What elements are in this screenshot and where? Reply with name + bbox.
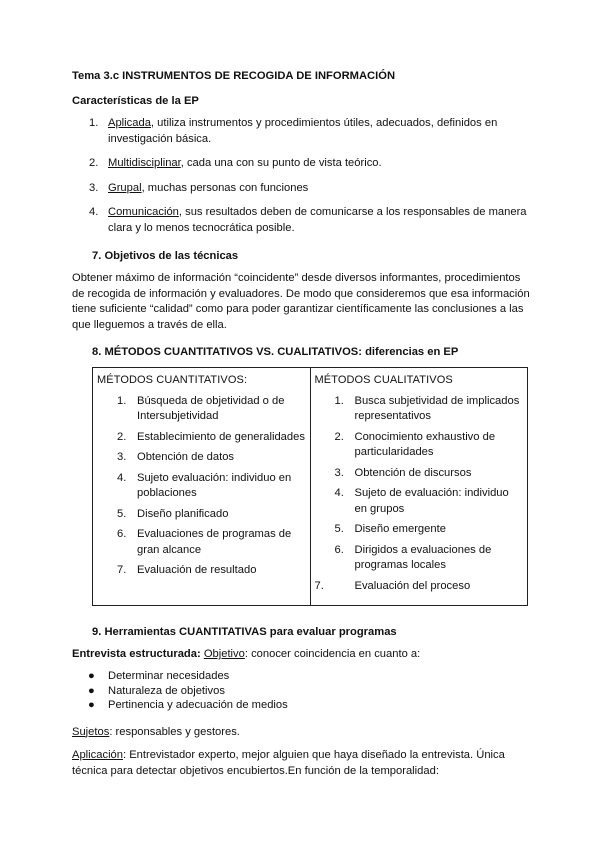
bullet-item [72, 669, 532, 684]
cualitativos-list [315, 394, 524, 595]
sujetos-line [72, 725, 532, 741]
cuantitativos-column [93, 367, 311, 606]
item-text: Sujeto de evaluación: individuo en grupos [354, 487, 509, 515]
objetivos-heading: 7. Objetivos de las técnicas [92, 250, 239, 262]
list-item [72, 156, 532, 172]
item-number: 1. [117, 394, 127, 407]
sujetos-label: Sujetos [72, 725, 110, 738]
bullet-icon: ● [88, 670, 95, 683]
cualitativos-header: MÉTODOS CUALITATIVOS [314, 373, 453, 386]
table-list-item [315, 543, 524, 574]
aplicacion-text: : Entrevistador experto, mejor alguien que haya diseñado la entrevista. Única técnica para detectar objetivos encubiertos.En función de la temporalidad: [72, 749, 505, 777]
item-text: Busca subjetividad de implicados representativos [354, 394, 520, 423]
table-list-item [315, 430, 524, 461]
cuantitativos-list [97, 394, 306, 579]
comparison-table [92, 367, 528, 607]
table-list-item [97, 471, 306, 502]
cuantitativos-header: MÉTODOS CUANTITATIVOS: [97, 373, 248, 386]
entrevista-label: Entrevista estructurada: [72, 648, 201, 661]
aplicacion-line [72, 748, 532, 779]
item-text: Diseño planificado [137, 507, 229, 520]
item-text: Establecimiento de generalidades [137, 430, 305, 443]
aplicacion-label: Aplicación [72, 749, 123, 762]
item-text: Evaluaciones de programas de gran alcance [137, 528, 292, 556]
table-list-item [315, 486, 524, 517]
item-number: 4. [117, 471, 127, 484]
metodos-heading: 8. MÉTODOS CUANTITATIVOS VS. CUALITATIVOS: diferencias en EP [92, 345, 459, 358]
item-term: Multidisciplinar [108, 157, 181, 169]
table-list-item [315, 466, 524, 482]
item-term: Grupal [108, 181, 142, 194]
entrevista-line [72, 647, 532, 663]
item-number: 6. [117, 528, 127, 541]
item-number: 1. [334, 394, 344, 407]
item-text: Diseño emergente [354, 523, 446, 536]
item-text: Evaluación de resultado [137, 564, 257, 577]
item-text: Obtención de discursos [354, 466, 472, 479]
table-list-item [315, 522, 524, 538]
bullet-text: Determinar necesidades [108, 670, 230, 683]
item-number: 3. [117, 451, 127, 464]
table-list-item [97, 394, 306, 425]
item-number: 1. [89, 117, 99, 129]
bullet-icon: ● [88, 699, 95, 712]
bullet-item [72, 698, 532, 713]
item-term: Comunicación [108, 206, 179, 218]
objetivos-paragraph: Obtener máximo de información “coincidente” desde diversos informantes, procedimientos de recogida de información y evaluadores. De modo que consideremos que esa información tiene suficiente “calidad” como para poder garantizar científicamente las conclusiones a las que lleguemos a través de ella. [72, 272, 530, 332]
item-number: 5. [334, 523, 344, 536]
herramientas-heading: 9. Herramientas CUANTITATIVAS para evaluar programas [92, 626, 397, 639]
list-item [72, 116, 532, 147]
table-list-item [97, 563, 306, 579]
item-text: Sujeto evaluación: individuo en poblaciones [137, 471, 292, 500]
list-item [72, 181, 532, 197]
item-number: 2. [117, 430, 127, 443]
table-list-item [97, 507, 306, 523]
item-number: 7. [314, 579, 324, 592]
sujetos-text: : responsables y gestores. [109, 725, 240, 738]
objetivos-bullets [72, 669, 532, 713]
item-text: Búsqueda de objetividad o de Intersubjetividad [137, 394, 285, 423]
bullet-icon: ● [88, 684, 95, 697]
item-text: , cada una con su punto de vista teórico. [180, 157, 382, 169]
item-text: Conocimiento exhaustivo de particularidades [354, 430, 496, 459]
item-number: 6. [334, 543, 344, 556]
item-text: Dirigidos a evaluaciones de programas locales [354, 543, 492, 572]
item-text: , utiliza instrumentos y procedimientos útiles, adecuados, definidos en investigación básica. [108, 117, 498, 145]
item-number: 4. [334, 487, 344, 500]
item-text: Obtención de datos [137, 451, 235, 464]
table-list-item [315, 579, 524, 595]
item-number: 2. [89, 157, 99, 169]
item-text: , muchas personas con funciones [141, 181, 309, 194]
item-number: 2. [334, 430, 344, 443]
table-list-item [315, 394, 524, 425]
item-number: 7. [117, 564, 127, 577]
document-title: Tema 3.c INSTRUMENTOS DE RECOGIDA DE INFORMACIÓN [72, 70, 396, 82]
list-item [72, 205, 532, 236]
item-text: , sus resultados deben de comunicarse a los responsables de manera clara y lo menos tecnocrática posible. [108, 206, 527, 234]
table-list-item [97, 527, 306, 558]
item-term: Aplicada [108, 117, 151, 129]
item-number: 3. [334, 466, 344, 479]
item-number: 5. [117, 507, 127, 520]
objetivo-text: : conocer coincidencia en cuanto a: [244, 648, 421, 661]
bullet-text: Naturaleza de objetivos [108, 684, 225, 697]
table-list-item [97, 430, 306, 446]
bullet-item [72, 684, 532, 699]
table-list-item [97, 450, 306, 466]
objetivo-label: Objetivo [203, 648, 245, 661]
item-text: Evaluación del proceso [354, 579, 471, 592]
document-page [72, 70, 532, 790]
bullet-text: Pertinencia y adecuación de medios [108, 699, 288, 712]
item-number: 3. [89, 181, 99, 194]
cualitativos-column [310, 367, 528, 606]
caracteristicas-list [72, 116, 532, 236]
caracteristicas-heading: Características de la EP [72, 95, 199, 107]
item-number: 4. [89, 206, 99, 218]
